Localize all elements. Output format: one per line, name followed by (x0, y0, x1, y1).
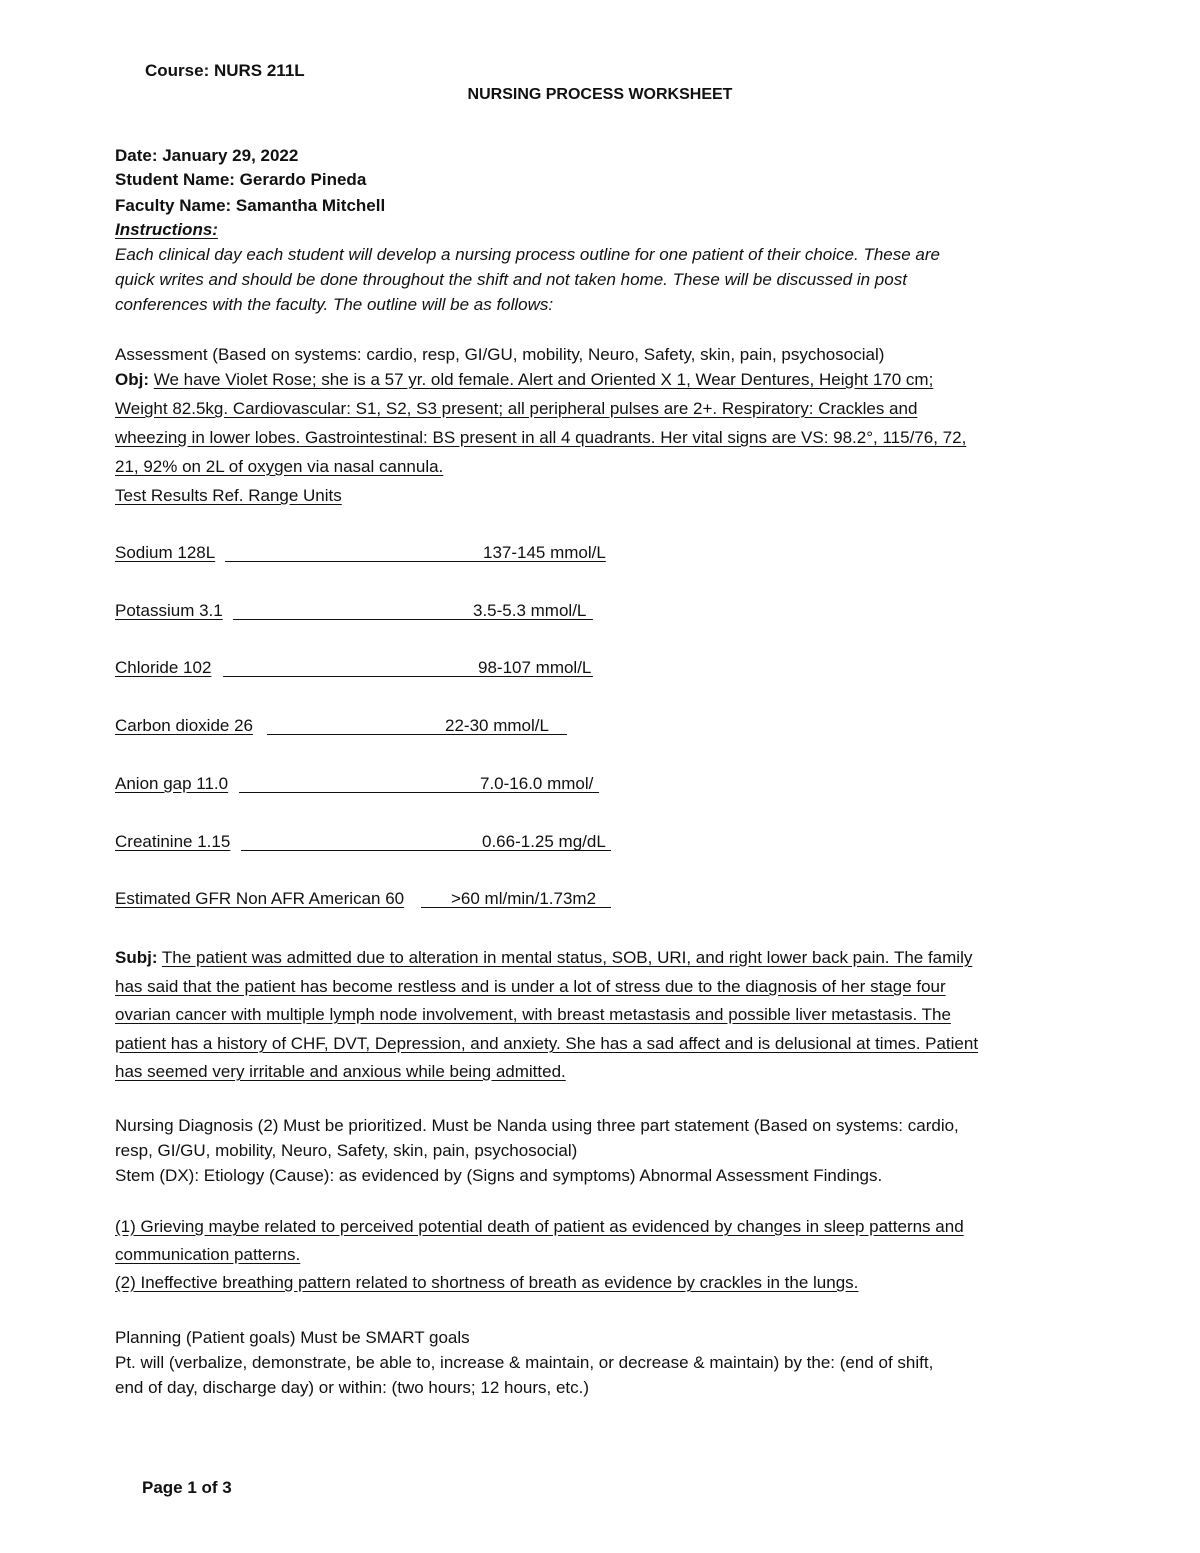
subjective-label: Subj: (115, 948, 158, 967)
subjective-text: has said that the patient has become restless and is under a lot of stress due to the diagnosis of her stage four (115, 977, 946, 996)
lab-result-row (115, 887, 597, 911)
diagnosis-stem: Stem (DX): Etiology (Cause): as evidenced by (Signs and symptoms) Abnormal Assessment Findings. (115, 1166, 883, 1185)
lab-reference-range: 22-30 mmol/L (445, 716, 549, 735)
course-label: Course: NURS 211L (145, 61, 305, 80)
lab-table-header: Test Results Ref. Range Units (115, 486, 342, 505)
lab-test-name: Anion gap 11.0 (115, 774, 229, 793)
subjective-text: ovarian cancer with multiple lymph node involvement, with breast metastasis and possible liver metastasis. The (115, 1005, 951, 1024)
instructions-line: quick writes and should be done throughout the shift and not taken home. These will be discussed in post (115, 270, 907, 289)
subjective-text: has seemed very irritable and anxious while being admitted. (115, 1062, 566, 1081)
subjective-line (115, 945, 972, 971)
planning-heading: Planning (Patient goals) Must be SMART goals (115, 1328, 470, 1347)
lab-reference-range: 7.0-16.0 mmol/ (480, 774, 594, 793)
lab-result-row (115, 830, 606, 854)
lab-test-name: Potassium 3.1 (115, 601, 223, 620)
lab-test-name: Creatinine 1.15 (115, 832, 231, 851)
assessment-heading: Assessment (Based on systems: cardio, resp, GI/GU, mobility, Neuro, Safety, skin, pain, psychosocial) (115, 345, 885, 364)
student-name-field: Student Name: Gerardo Pineda (115, 170, 367, 189)
lab-reference-range: 137-145 mmol/L (483, 543, 606, 562)
lab-test-name: Estimated GFR Non AFR American 60 (115, 889, 405, 908)
subjective-text: The patient was admitted due to alteration in mental status, SOB, URI, and right lower back pain. The family (161, 948, 973, 967)
date-field: Date: January 29, 2022 (115, 146, 299, 165)
objective-text: 21, 92% on 2L of oxygen via nasal cannula. (115, 457, 444, 476)
diagnosis-1: (1) Grieving maybe related to perceived potential death of patient as evidenced by changes in sleep patterns and (115, 1217, 964, 1236)
lab-test-name: Carbon dioxide 26 (115, 716, 253, 735)
diagnosis-instructions: resp, GI/GU, mobility, Neuro, Safety, skin, pain, psychosocial) (115, 1141, 578, 1160)
lab-result-row (115, 714, 549, 738)
planning-text: Pt. will (verbalize, demonstrate, be able to, increase & maintain, or decrease & maintain) by the: (end of shift, (115, 1353, 934, 1372)
faculty-name-field: Faculty Name: Samantha Mitchell (115, 196, 386, 215)
objective-text: Weight 82.5kg. Cardiovascular: S1, S2, S3 present; all peripheral pulses are 2+. Respiratory: Crackles and (115, 399, 918, 418)
lab-reference-range: 0.66-1.25 mg/dL (482, 832, 606, 851)
lab-result-row (115, 541, 606, 565)
planning-text: end of day, discharge day) or within: (two hours; 12 hours, etc.) (115, 1378, 590, 1397)
objective-text: wheezing in lower lobes. Gastrointestinal: BS present in all 4 quadrants. Her vital signs are VS: 98.2°, 115/76, 72, (115, 428, 967, 447)
lab-reference-range: >60 ml/min/1.73m2 (451, 889, 597, 908)
lab-reference-range: 98-107 mmol/L (478, 658, 592, 677)
objective-text: We have Violet Rose; she is a 57 yr. old female. Alert and Oriented X 1, Wear Dentures, Height 170 cm; (153, 370, 934, 389)
instructions-heading: Instructions: (115, 220, 218, 239)
instructions-line: Each clinical day each student will develop a nursing process outline for one patient of their choice. These are (115, 245, 940, 264)
instructions-line: conferences with the faculty. The outline will be as follows: (115, 295, 554, 314)
lab-test-name: Sodium 128L (115, 543, 216, 562)
lab-result-row (115, 656, 592, 680)
diagnosis-1: communication patterns. (115, 1245, 301, 1264)
objective-label: Obj: (115, 370, 149, 389)
document-title: NURSING PROCESS WORKSHEET (467, 86, 733, 103)
lab-test-name: Chloride 102 (115, 658, 212, 677)
page-number: Page 1 of 3 (142, 1478, 232, 1497)
lab-result-row (115, 772, 594, 796)
lab-result-row (115, 599, 587, 623)
diagnosis-2: (2) Ineffective breathing pattern related to shortness of breath as evidence by crackles in the lungs. (115, 1273, 859, 1292)
lab-reference-range: 3.5-5.3 mmol/L (473, 601, 587, 620)
diagnosis-instructions: Nursing Diagnosis (2) Must be prioritized. Must be Nanda using three part statement (Based on systems: cardio, (115, 1116, 959, 1135)
objective-line (115, 367, 933, 393)
subjective-text: patient has a history of CHF, DVT, Depression, and anxiety. She has a sad affect and is delusional at times. Patient (115, 1034, 979, 1053)
